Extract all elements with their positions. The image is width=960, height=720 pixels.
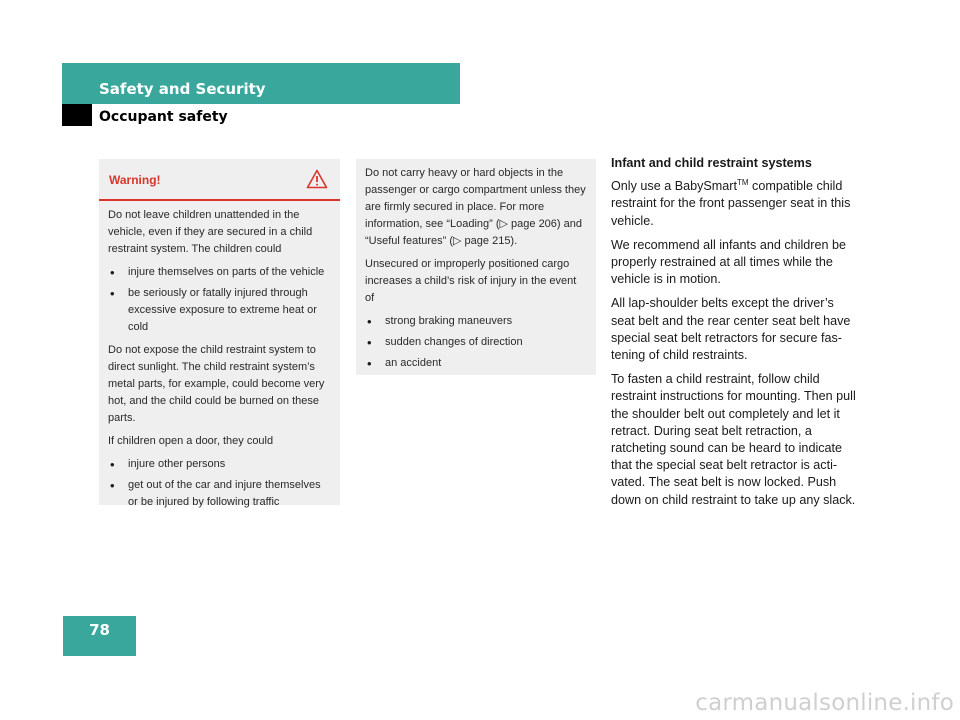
warning-box	[99, 159, 340, 508]
text-fragment: page 206) and “Useful features” (	[365, 218, 582, 247]
section-marker	[62, 104, 92, 126]
list-item: • strong braking maneuvers	[365, 313, 588, 330]
warning-header	[99, 159, 340, 201]
list-item: • an accident	[365, 355, 588, 372]
text-fragment: Only use a BabySmart	[611, 179, 737, 194]
warning-continued-box	[356, 159, 596, 375]
warning-intro: Do not leave children unattended in the vehicle, even if they are secured in a child restraint system. The children could	[108, 209, 313, 255]
text-fragment: Do not carry heavy or hard objects in the passenger or cargo compartment unless they are firmly secured in place. For more information, see “Loading” (	[365, 167, 586, 230]
heavy-objects-paragraph	[365, 165, 588, 250]
cargo-risk-list	[365, 313, 588, 372]
text-fragment: compatible child restraint for the front passenger seat in this vehicle.	[611, 179, 851, 228]
warning-triangle-icon	[306, 169, 328, 195]
babysmart-paragraph	[611, 178, 861, 230]
recommendation-paragraph: We recommend all infants and children be properly restrained at all times while the vehicle is in motion.	[611, 237, 846, 287]
list-item: • injure other persons	[108, 456, 332, 473]
warning-title: Warning!	[109, 173, 161, 187]
list-item: • sudden changes of direction	[365, 334, 588, 351]
list-item: • be seriously or fatally injured through excessive exposure to extreme heat or cold	[108, 285, 332, 336]
main-text-column	[611, 155, 861, 516]
cargo-paragraph: Unsecured or improperly positioned cargo increases a child’s risk of injury in the event of	[365, 258, 577, 304]
warning-list-a	[108, 264, 332, 336]
watermark: carmanualsonline.info	[695, 690, 954, 716]
warning-body	[99, 201, 340, 511]
retractor-paragraph: All lap-shoulder belts except the driver’s seat belt and the rear center seat belt have special seat belt retractors for secure fas-tening of child restraints.	[611, 296, 851, 363]
warning-sunlight-paragraph: Do not expose the child restraint system to direct sunlight. The child restraint system’s metal parts, for example, could become very hot, and the child could be burned on these parts.	[108, 344, 325, 424]
section-heading: Infant and child restraint systems	[611, 156, 812, 170]
fasten-instructions-paragraph: To fasten a child restraint, follow child restraint instructions for mounting. Then pull the shoulder belt out completely and let it retract. During seat belt retraction, a ratcheting sound can be heard to indicate that the special seat belt retractor is acti-vated. The seat belt is now locked. Push down on child restraint to take up any slack.	[611, 372, 856, 507]
page-ref-arrow-icon: ▷	[453, 235, 462, 247]
list-item: • injure themselves on parts of the vehicle	[108, 264, 332, 281]
text-fragment: page 215).	[461, 235, 518, 247]
section-title: Safety and Security	[99, 80, 266, 98]
page-number-tab	[63, 616, 136, 656]
list-item: • get out of the car and injure themselves or be injured by following traffic	[108, 477, 332, 511]
trademark: TM	[737, 178, 749, 188]
warning-list-b	[108, 456, 332, 511]
warning-door-paragraph: If children open a door, they could	[108, 435, 274, 447]
warning-continued-body	[356, 159, 596, 372]
subsection-title: Occupant safety	[99, 109, 228, 125]
page-ref-arrow-icon: ▷	[499, 218, 508, 230]
page-number: 78	[89, 621, 110, 639]
